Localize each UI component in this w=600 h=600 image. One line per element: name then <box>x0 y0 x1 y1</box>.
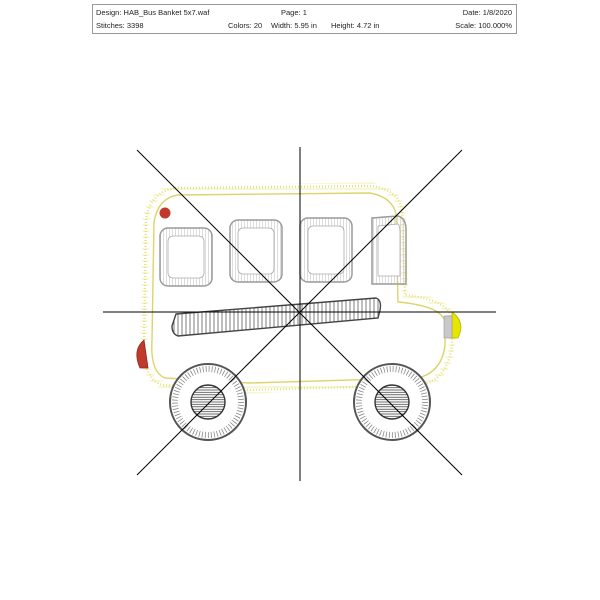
bus-side-stripe <box>172 298 381 336</box>
width-value: 5.95 in <box>294 21 317 30</box>
top-red-light <box>160 208 171 219</box>
scale-value: 100.000% <box>478 21 512 30</box>
height-value: 4.72 in <box>356 21 380 30</box>
front-gray-light <box>444 316 452 338</box>
design-value: HAB_Bus Banket 5x7.waf <box>123 8 210 17</box>
design-label: Design: <box>96 8 122 17</box>
bus-window-3 <box>300 218 352 282</box>
bus-window-1 <box>160 228 212 286</box>
width-label: Width: <box>271 21 293 30</box>
colors-value: 20 <box>253 21 263 30</box>
bus-wheel-rear <box>170 364 246 440</box>
colors-label: Colors: <box>228 21 252 30</box>
page-label: Page: <box>281 8 301 17</box>
date-label: Date: <box>462 8 481 17</box>
scale-label: Scale: <box>455 21 477 30</box>
stitches-label: Stitches: <box>96 21 125 30</box>
bus-door-window <box>372 216 406 284</box>
bus-wheel-front <box>354 364 430 440</box>
page-value: 1 <box>302 8 307 17</box>
height-label: Height: <box>331 21 355 30</box>
front-yellow-light <box>452 312 461 338</box>
center-guides <box>103 147 496 481</box>
stitches-value: 3398 <box>126 21 144 30</box>
bus-body <box>144 186 452 390</box>
date-value: 1/8/2020 <box>482 8 512 17</box>
